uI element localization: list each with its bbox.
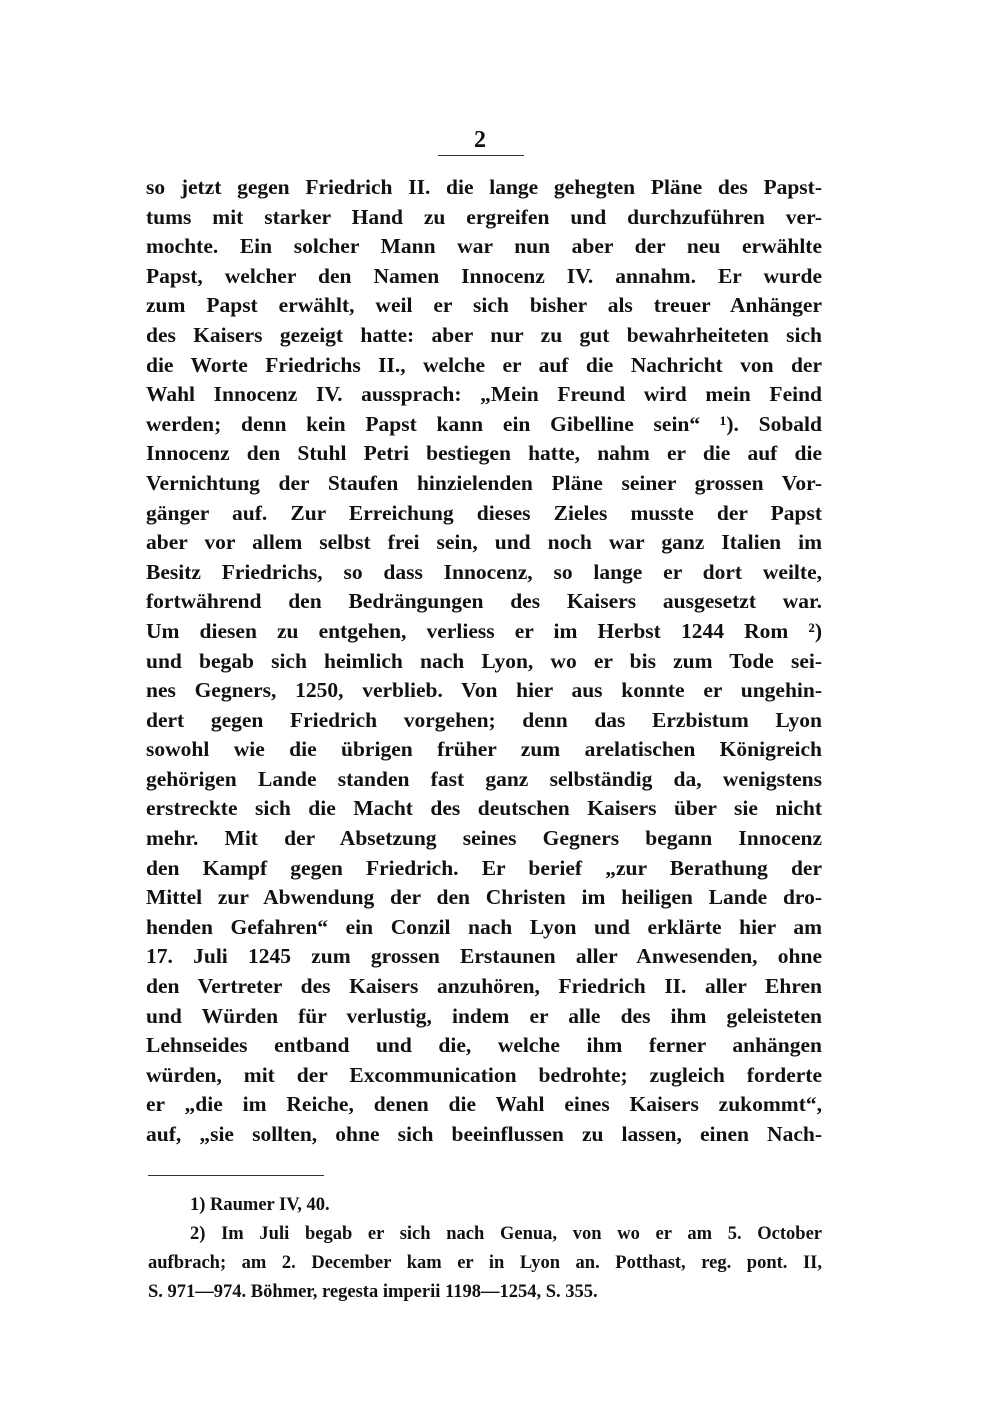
body-line: Papst, welcher den Namen Innocenz IV. annahm. Er wurde [146,263,822,288]
body-line: tums mit starker Hand zu ergreifen und durchzuführen ver- [146,204,822,229]
body-line: Innocenz den Stuhl Petri bestiegen hatte, nahm er die auf die [146,441,822,466]
footnote-line: aufbrach; am 2. December kam er in Lyon an. Potthast, reg. pont. II, [148,1253,822,1273]
body-line: henden Gefahren“ ein Conzil nach Lyon und erklärte hier am [146,914,822,939]
page-number [0,126,1000,154]
body-line: gänger auf. Zur Erreichung dieses Zieles musste der Papst [146,500,822,525]
footnote-line: 2) Im Juli begab er sich nach Genua, von wo er am 5. October [190,1224,822,1244]
body-line: Besitz Friedrichs, so dass Innocenz, so lange er dort weilte, [146,559,822,584]
body-line: auf, „sie sollten, ohne sich beeinflussen zu lassen, einen Nach- [146,1122,822,1146]
body-line: Mittel zur Abwendung der den Christen im heiligen Lande dro- [146,885,822,910]
footnotes [148,1191,822,1307]
body-line: würden, mit der Excommunication bedrohte; zugleich forderte [146,1062,822,1087]
body-text [146,173,822,1150]
body-line: mehr. Mit der Absetzung seines Gegners begann Innocenz [146,826,822,851]
footnote-line: 1) Raumer IV, 40. [190,1195,330,1215]
body-line: zum Papst erwählt, weil er sich bisher als treuer Anhänger [146,293,822,318]
body-line: mochte. Ein solcher Mann war nun aber der neu erwählte [146,234,822,259]
body-line: und Würden für verlustig, indem er alle des ihm geleisteten [146,1003,822,1028]
body-line: sowohl wie die übrigen früher zum arelatischen Königreich [146,737,822,762]
body-line: aber vor allem selbst frei sein, und noch war ganz Italien im [146,530,822,555]
body-line: dert gegen Friedrich vorgehen; denn das Erzbistum Lyon [146,707,822,732]
page-number-text: 2 [474,127,486,153]
footnote-line: S. 971—974. Böhmer, regesta imperii 1198—1254, S. 355. [148,1282,598,1302]
body-line: Wahl Innocenz IV. aussprach: „Mein Freund wird mein Feind [146,382,822,407]
body-line: so jetzt gegen Friedrich II. die lange gehegten Pläne des Papst- [146,175,822,199]
body-line: werden; denn kein Papst kann ein Gibelline sein“ ¹). Sobald [146,411,822,436]
body-line: gehörigen Lande standen fast ganz selbständig da, wenigstens [146,766,822,791]
body-line: fortwährend den Bedrängungen des Kaisers ausgesetzt war. [146,589,822,614]
body-line: Lehnseides entband und die, welche ihm ferner anhängen [146,1033,822,1058]
header-rule [438,155,524,156]
body-line: Vernichtung der Staufen hinzielenden Pläne seiner grossen Vor- [146,470,822,495]
footnote-rule [148,1175,324,1176]
body-line: die Worte Friedrichs II., welche er auf die Nachricht von der [146,352,822,377]
body-line: 17. Juli 1245 zum grossen Erstaunen aller Anwesenden, ohne [146,944,822,969]
body-line: er „die im Reiche, denen die Wahl eines Kaisers zukommt“, [146,1092,822,1117]
body-line: Um diesen zu entgehen, verliess er im Herbst 1244 Rom ²) [146,618,822,643]
body-line: des Kaisers gezeigt hatte: aber nur zu gut bewahrheiteten sich [146,322,822,347]
body-line: den Vertreter des Kaisers anzuhören, Friedrich II. aller Ehren [146,974,822,999]
body-line: und begab sich heimlich nach Lyon, wo er bis zum Tode sei- [146,648,822,673]
body-line: nes Gegners, 1250, verblieb. Von hier aus konnte er ungehin- [146,678,822,703]
body-line: erstreckte sich die Macht des deutschen Kaisers über sie nicht [146,796,822,821]
body-line: den Kampf gegen Friedrich. Er berief „zur Berathung der [146,855,822,880]
